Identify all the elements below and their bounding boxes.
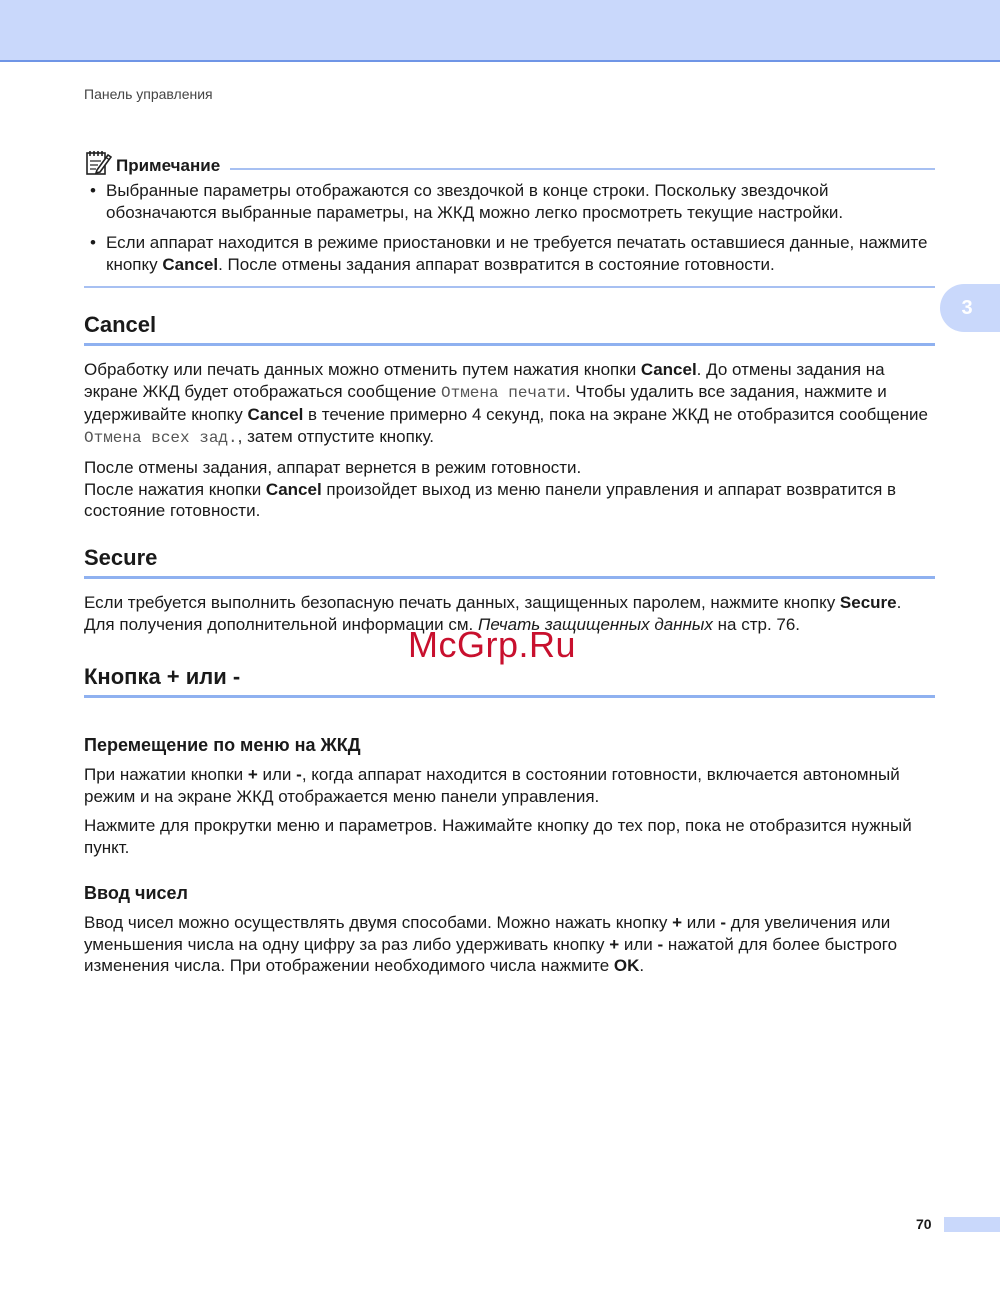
secure-paragraph: Если требуется выполнить безопасную печать данных, защищенных паролем, нажмите кнопку Secure. Для получения дополнительной информации см. Печать защищенных данных на стр. 76. — [84, 593, 902, 634]
cancel-paragraph-1: Обработку или печать данных можно отменить путем нажатия кнопки Cancel. До отмены задания на экране ЖКД будет отображаться сообщение Отмена печати. Чтобы удалить все задания, нажмите и удерживайте кнопку Cancel в течение примерно 4 секунд, пока на экране ЖКД не отобразится сообщение Отмена всех зад., затем отпустите кнопку. — [84, 360, 928, 447]
subheading-number-entry: Ввод чисел — [84, 883, 188, 903]
note-title: Примечание — [116, 156, 221, 175]
top-header-band — [0, 0, 1000, 62]
note-item: • Выбранные параметры отображаются со звездочкой в конце строки. Поскольку звездочкой обозначаются выбранные параметры, на ЖКД можно легко просмотреть текущие настройки. — [84, 180, 935, 224]
section-heading-secure: Secure — [84, 544, 935, 579]
plus-minus-section — [84, 663, 935, 977]
chapter-tab: 3 — [940, 284, 1000, 332]
note-pencil-icon — [84, 148, 112, 176]
cancel-section — [84, 311, 935, 522]
note-box — [84, 148, 935, 288]
secure-section — [84, 544, 935, 635]
section-heading-plus-minus: Кнопка + или - — [84, 663, 935, 698]
cross-reference-link[interactable]: Печать защищенных данных — [478, 614, 713, 634]
lcd-message: Отмена печати — [441, 383, 566, 402]
page-number: 70 — [916, 1216, 932, 1232]
note-list — [84, 180, 935, 276]
section-heading-cancel: Cancel — [84, 311, 935, 346]
note-bottom-rule — [84, 286, 935, 288]
menu-nav-paragraph-1: При нажатии кнопки + или -, когда аппарат находится в состоянии готовности, включается автономный режим и на экране ЖКД отображается меню панели управления. — [84, 765, 900, 806]
lcd-message: Отмена всех зад. — [84, 428, 238, 447]
number-entry-paragraph: Ввод чисел можно осуществлять двумя способами. Можно нажать кнопку + или - для увеличения или уменьшения числа на одну цифру за раз либо удерживать кнопку + или - нажатой для более быстрого изменения числа. При отображении необходимого числа нажмите OK. — [84, 913, 898, 975]
cancel-key-label: Cancel — [162, 255, 219, 274]
cancel-paragraph-2: После отмены задания, аппарат вернется в режим готовности. После нажатия кнопки Cancel произойдет выход из меню панели управления и аппарат возвратится в состояние готовности. — [84, 458, 897, 520]
watermark: McGrp.Ru — [408, 624, 577, 665]
menu-nav-paragraph-2: Нажмите для прокрутки меню и параметров. Нажимайте кнопку до тех пор, пока не отобразится нужный пункт. — [84, 816, 912, 857]
subheading-menu-navigation: Перемещение по меню на ЖКД — [84, 735, 361, 755]
note-item: • Если аппарат находится в режиме приостановки и не требуется печатать оставшиеся данные, нажмите кнопку Cancel. После отмены задания аппарат возвратится в состояние готовности. — [84, 232, 935, 276]
note-rule — [230, 168, 935, 170]
breadcrumb: Панель управления — [84, 86, 213, 102]
page-number-bar — [944, 1217, 1000, 1232]
note-header — [84, 148, 935, 176]
